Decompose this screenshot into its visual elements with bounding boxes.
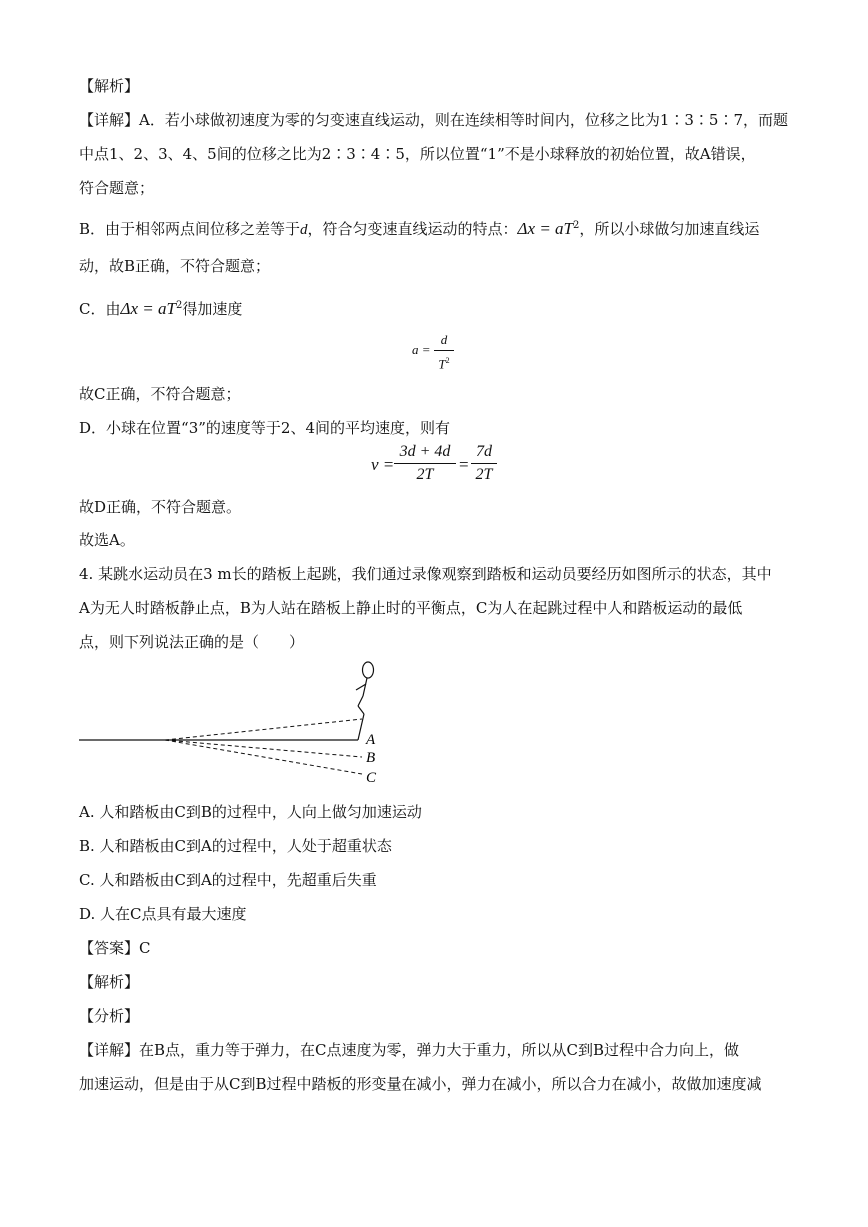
fraction-bar [471,463,497,464]
label-b: B [366,750,376,766]
den-exp: 2 [445,356,450,365]
option-d: D. 人在C点具有最大速度 [79,905,247,923]
fraction-bar [434,350,454,351]
formula-inline: Δx = aT [120,299,176,318]
text-segment: 得加速度 [182,300,243,318]
formula-v-lhs: v = [371,455,395,474]
question-4-line-3: 点，则下列说法正确的是（ ） [79,633,305,651]
formula-a-lhs: a = [412,342,431,357]
denominator: 2T [475,466,493,483]
option-b-explanation-2: 动，故B正确，不符合题意； [79,257,271,275]
board-dashed-b [165,740,362,757]
question-4-line-2: A为无人时踏板静止点，B为人站在踏板上静止时的平衡点，C为人在起跳过程中人和踏板运动的最低 [79,599,743,617]
text-segment: ，所以小球做匀加速直线运 [579,220,760,238]
denominator [434,352,454,373]
label-c: C [366,770,377,786]
diver-stick-figure [356,662,374,740]
option-d-explanation: D．小球在位置“3”的速度等于2、4间的平均速度，则有 [79,419,450,437]
detail-line-1: 【详解】A．若小球做初速度为零的匀变速直线运动，则在连续相等时间内，位移之比为1∶3∶5∶7，而题 [79,111,789,129]
option-b: B. 人和踏板由C到A的过程中，人处于超重状态 [79,837,392,855]
text-segment: B．由于相邻两点间位移之差等于 [79,220,301,238]
board-dashed-c [165,740,362,774]
detail-explanation-1: 【详解】在B点，重力等于弹力，在C点速度为零，弹力大于重力，所以从C到B过程中合力向上，做 [79,1041,740,1059]
den-base: T [438,356,446,372]
numerator: 7d [476,443,492,460]
detail-line-2: 中点1、2、3、4、5间的位移之比为2∶3∶4∶5，所以位置“1”不是小球释放的初始位置，故A错误， [79,145,756,163]
numerator: 3d + 4d [399,443,451,460]
analysis-heading: 【解析】 [79,77,140,95]
var-d: d [300,222,308,238]
detail-explanation-2: 加速运动，但是由于从C到B过程中踏板的形变量在减小，弹力在减小，所以合力在减小，故做加速度减 [79,1075,762,1093]
final-choice: 故选A。 [79,531,135,549]
formula-v-fraction-1 [394,442,456,485]
option-a: A. 人和踏板由C到B的过程中，人向上做匀加速运动 [79,803,422,821]
option-c-explanation [79,296,242,319]
option-c-conclusion: 故C正确，不符合题意； [79,385,241,403]
diving-board-figure [0,660,868,790]
text-segment: C．由 [79,300,121,318]
fraction-bar [394,463,456,464]
exponent: 2 [573,220,580,231]
board-dashed-up [165,719,362,740]
option-b-explanation [79,216,759,240]
formula-inline: Δx = aT [517,219,573,238]
detail-line-3: 符合题意； [79,179,155,197]
answer-label: 【答案】C [79,939,151,957]
equals-sign: = [459,455,469,474]
denominator: 2T [416,466,434,483]
breakdown-heading: 【分析】 [79,1007,140,1025]
label-a: A [366,732,376,748]
exponent: 2 [175,300,183,311]
formula-a-fraction [434,331,454,373]
option-d-conclusion: 故D正确，不符合题意。 [79,498,242,516]
formula-v-fraction-2 [471,442,497,485]
analysis-heading-2: 【解析】 [79,973,140,991]
question-4-line-1: 4. 某跳水运动员在3 m长的踏板上起跳，我们通过录像观察到踏板和运动员要经历如图所示的状态，其中 [79,565,772,583]
text-segment: ，符合匀变速直线运动的特点： [307,220,518,238]
numerator: d [440,332,448,347]
option-c: C. 人和踏板由C到A的过程中，先超重后失重 [79,871,377,889]
